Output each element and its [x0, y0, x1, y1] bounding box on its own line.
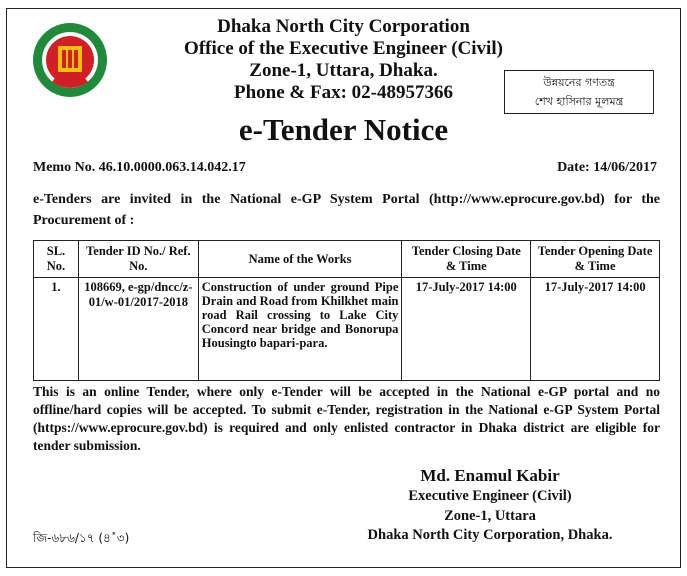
tender-conditions: This is an online Tender, where only e-Tender will be accepted in the National e-GP portal and no offline/hard copies will be accepted. To submit e-Tender, registration in the National e-GP System Portal (https://www.eprocure.gov.bd) is required and only enlisted contractor in Dhaka district are eligible for tender submission.: [33, 384, 660, 453]
cell-closing: 17-July-2017 14:00: [402, 278, 531, 381]
slogan-box: [504, 70, 654, 114]
col-header-works: Name of the Works: [198, 241, 402, 278]
signatory-org: Dhaka North City Corporation, Dhaka.: [367, 527, 613, 543]
slogan-line-1: উন্নয়নের গণতন্ত্র: [543, 76, 615, 89]
header-org-name: Dhaka North City Corporation: [217, 16, 470, 37]
signatory-zone: Zone-1, Uttara: [444, 508, 536, 524]
signatory-name: Md. Enamul Kabir: [420, 466, 560, 485]
col-header-tender-id: Tender ID No./ Ref. No.: [78, 241, 198, 278]
header-phone: Phone & Fax: 02-48957366: [233, 82, 453, 103]
col-header-closing: Tender Closing Date & Time: [402, 241, 531, 278]
table-row: [34, 278, 660, 381]
memo-number: Memo No. 46.10.0000.063.14.042.17: [33, 160, 246, 175]
header-office: Office of the Executive Engineer (Civil): [184, 38, 503, 59]
intro-text: e-Tenders are invited in the National e-GP System Portal (http://www.eprocure.gov.bd) for the Procurement of :: [33, 192, 660, 228]
col-header-sl: SL. No.: [34, 241, 79, 278]
col-header-opening: Tender Opening Date & Time: [531, 241, 660, 278]
cell-works: Construction of under ground Pipe Drain and Road from Khilkhet main road Rail crossing to Lake City Concord near bridge and Bonorupa Housingto bapari-para.: [198, 278, 402, 381]
table-header-row: [34, 241, 660, 278]
reference-code: জি-৬৮৬/১৭ (৪˟৩): [33, 531, 130, 545]
header-zone: Zone-1, Uttara, Dhaka.: [249, 60, 438, 81]
notice-date: Date: 14/06/2017: [557, 160, 657, 175]
cell-sl: 1.: [34, 278, 79, 381]
cell-tender-id: 108669, e-gp/dncc/z-01/w-01/2017-2018: [78, 278, 198, 381]
signatory-title: Executive Engineer (Civil): [408, 488, 572, 504]
notice-title: e-Tender Notice: [238, 112, 449, 147]
tender-table: [33, 240, 660, 381]
slogan-line-2: শেখ হাসিনার মূলমন্ত্র: [534, 95, 624, 108]
cell-opening: 17-July-2017 14:00: [531, 278, 660, 381]
